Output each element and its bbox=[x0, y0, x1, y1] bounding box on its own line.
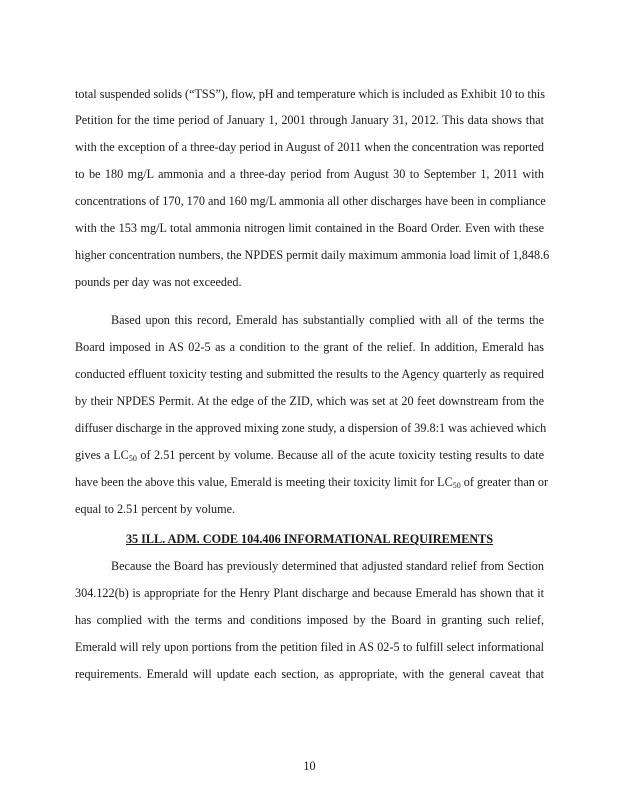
body-text-line: diffuser discharge in the approved mixing zone study, a dispersion of 39.8:1 was achieved which bbox=[75, 421, 547, 435]
body-text-line: Emerald will rely upon portions from the petition filed in AS 02-5 to fulfill select informational bbox=[75, 640, 544, 654]
section-heading bbox=[75, 531, 544, 547]
body-text-line: pounds per day was not exceeded. bbox=[75, 275, 242, 289]
body-text-line: 304.122(b) is appropriate for the Henry Plant discharge and because Emerald has shown that it bbox=[75, 586, 544, 600]
section-heading-text: 35 ILL. ADM. CODE 104.406 INFORMATIONAL REQUIREMENTS bbox=[125, 532, 494, 546]
subscript: 50 bbox=[452, 481, 461, 490]
body-text-line: with the exception of a three-day period in August of 2011 when the concentration was reported bbox=[75, 140, 544, 154]
body-text-line: equal to 2.51 percent by volume. bbox=[75, 502, 236, 516]
text-segment: have been the above this value, Emerald is meeting their toxicity limit for LC bbox=[75, 475, 453, 489]
body-text-line: total suspended solids (“TSS”), flow, pH and temperature which is included as Exhibit 10 to this bbox=[75, 87, 546, 101]
page-number: 10 bbox=[303, 759, 316, 773]
body-text-line: higher concentration numbers, the NPDES permit daily maximum ammonia load limit of 1,848.6 bbox=[75, 248, 550, 262]
body-text-line: Petition for the time period of January 1, 2001 through January 31, 2012. This data shows that bbox=[75, 113, 544, 127]
body-text-line: to be 180 mg/L ammonia and a three-day period from August 30 to September 1, 2011 with bbox=[75, 167, 544, 181]
body-text-line: requirements. Emerald will update each section, as appropriate, with the general caveat that bbox=[75, 667, 544, 681]
body-text-line: conducted effluent toxicity testing and submitted the results to the Agency quarterly as required bbox=[75, 367, 544, 381]
body-text-line: concentrations of 170, 170 and 160 mg/L ammonia all other discharges have been in compliance bbox=[75, 194, 546, 208]
text-segment: of 2.51 percent by volume. Because all of the acute toxicity testing results to date bbox=[136, 448, 544, 462]
body-text-line: Based upon this record, Emerald has substantially complied with all of the terms the bbox=[111, 313, 544, 327]
body-text-line bbox=[75, 474, 549, 490]
body-text-line: Because the Board has previously determined that adjusted standard relief from Section bbox=[111, 559, 544, 573]
body-text-line: Board imposed in AS 02-5 as a condition to the grant of the relief. In addition, Emerald has bbox=[75, 340, 544, 354]
text-segment: of greater than or bbox=[460, 475, 549, 489]
body-text-line: with the 153 mg/L total ammonia nitrogen limit contained in the Board Order. Even with these bbox=[75, 221, 544, 235]
body-text-line: has complied with the terms and conditions imposed by the Board in granting such relief, bbox=[75, 613, 544, 627]
body-text-line bbox=[75, 447, 544, 463]
text-segment: gives a LC bbox=[75, 448, 129, 462]
body-text-line: by their NPDES Permit. At the edge of the ZID, which was set at 20 feet downstream from the bbox=[75, 394, 544, 408]
subscript: 50 bbox=[128, 454, 137, 463]
